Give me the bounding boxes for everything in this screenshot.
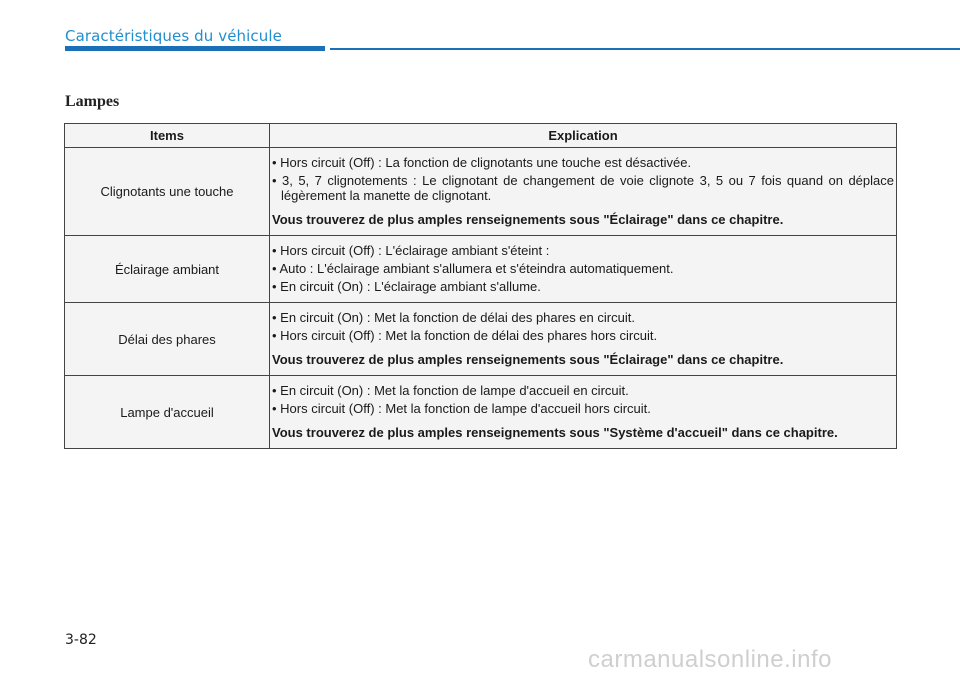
bullet-item: • En circuit (On) : L'éclairage ambiant s'allume. [272, 279, 541, 294]
header-rule [330, 48, 960, 50]
column-header-explication: Explication [270, 124, 897, 148]
column-header-items: Items [65, 124, 270, 148]
table-header-row [65, 124, 897, 148]
bullet-item: • 3, 5, 7 clignotements : Le clignotant de changement de voie clignote 3, 5 ou 7 fois quand on déplace légèrement la manette de clignotant. [272, 173, 894, 203]
explication-cell [270, 148, 897, 236]
table-row [65, 236, 897, 303]
explication-cell [270, 376, 897, 449]
reference-note: Vous trouverez de plus amples renseignements sous "Éclairage" dans ce chapitre. [272, 212, 784, 227]
page-number: 3-82 [65, 632, 97, 648]
explication-cell [270, 236, 897, 303]
chapter-title: Caractéristiques du véhicule [65, 27, 282, 45]
table-row [65, 376, 897, 449]
bullet-item: • Hors circuit (Off) : L'éclairage ambiant s'éteint : [272, 243, 550, 258]
reference-note: Vous trouverez de plus amples renseignements sous "Système d'accueil" dans ce chapitre. [272, 425, 838, 440]
table-row [65, 303, 897, 376]
bullet-item: • Hors circuit (Off) : Met la fonction de lampe d'accueil hors circuit. [272, 401, 651, 416]
bullet-item: • Auto : L'éclairage ambiant s'allumera et s'éteindra automatiquement. [272, 261, 674, 276]
item-cell: Clignotants une touche [65, 148, 270, 236]
item-cell: Lampe d'accueil [65, 376, 270, 449]
bullet-item: • En circuit (On) : Met la fonction de délai des phares en circuit. [272, 310, 635, 325]
explication-cell [270, 303, 897, 376]
reference-note: Vous trouverez de plus amples renseignements sous "Éclairage" dans ce chapitre. [272, 352, 784, 367]
header-accent-bar [65, 46, 325, 51]
lamp-settings-table [64, 123, 897, 449]
item-cell: Éclairage ambiant [65, 236, 270, 303]
bullet-item: • En circuit (On) : Met la fonction de lampe d'accueil en circuit. [272, 383, 629, 398]
bullet-item: • Hors circuit (Off) : La fonction de clignotants une touche est désactivée. [272, 155, 692, 170]
item-cell: Délai des phares [65, 303, 270, 376]
watermark-text[interactable]: carmanualsonline.info [588, 646, 832, 673]
table-row [65, 148, 897, 236]
bullet-item: • Hors circuit (Off) : Met la fonction de délai des phares hors circuit. [272, 328, 658, 343]
section-title: Lampes [65, 93, 120, 110]
